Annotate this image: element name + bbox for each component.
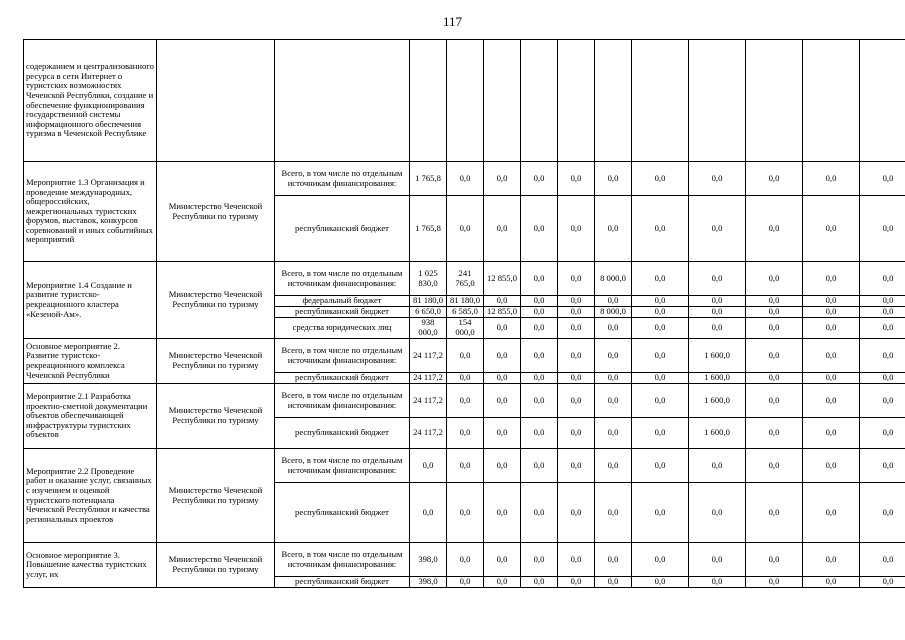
amount-cell: 938 000,0: [410, 318, 447, 339]
amount-cell: 0,0: [632, 543, 689, 577]
amount-cell: 0,0: [689, 318, 746, 339]
amount-cell: 0,0: [558, 543, 595, 577]
amount-cell: 0,0: [746, 262, 803, 296]
amount-cell: 0,0: [746, 196, 803, 262]
amount-cell: [746, 40, 803, 162]
table-row: [24, 262, 905, 296]
amount-cell: 0,0: [632, 384, 689, 418]
amount-cell: 8 000,0: [595, 307, 632, 318]
amount-cell: 0,0: [521, 449, 558, 483]
amount-cell: 81 180,0: [410, 296, 447, 307]
amount-cell: 0,0: [632, 339, 689, 373]
amount-cell: 0,0: [558, 483, 595, 543]
funding-source-cell: Всего, в том числе по отдельным источникам финансирования:: [275, 384, 410, 418]
amount-cell: 1 600,0: [689, 384, 746, 418]
executor-cell: Министерство Чеченской Республики по туризму: [157, 162, 275, 262]
measure-name-cell: Мероприятие 2.2 Проведение работ и оказание услуг, связанных с изучением и оценкой туристского потенциала Чеченской Республики и качества региональных проектов: [24, 449, 157, 543]
amount-cell: 0,0: [521, 262, 558, 296]
amount-cell: 0,0: [447, 543, 484, 577]
table-row: [24, 543, 905, 577]
measure-name-cell: содержанием и централизованного ресурса в сети Интернет о туристских возможностях Чеченской Республики, создание и обеспечение функционирования государственной системы информационного обеспечения туризма в Чеченской Республике: [24, 40, 157, 162]
amount-cell: [632, 40, 689, 162]
amount-cell: 0,0: [803, 262, 860, 296]
amount-cell: 0,0: [689, 577, 746, 588]
amount-cell: 0,0: [595, 196, 632, 262]
amount-cell: 0,0: [484, 449, 521, 483]
amount-cell: 0,0: [860, 196, 905, 262]
amount-cell: 8 000,0: [595, 262, 632, 296]
amount-cell: 0,0: [595, 162, 632, 196]
funding-source-cell: Всего, в том числе по отдельным источникам финансирования:: [275, 449, 410, 483]
amount-cell: 0,0: [595, 483, 632, 543]
table-row: [24, 449, 905, 483]
amount-cell: 0,0: [558, 196, 595, 262]
amount-cell: 0,0: [558, 373, 595, 384]
amount-cell: 0,0: [632, 449, 689, 483]
amount-cell: 0,0: [860, 318, 905, 339]
amount-cell: 0,0: [521, 384, 558, 418]
amount-cell: 12 855,0: [484, 307, 521, 318]
amount-cell: 1 600,0: [689, 373, 746, 384]
amount-cell: 0,0: [558, 449, 595, 483]
amount-cell: 0,0: [746, 307, 803, 318]
amount-cell: [447, 40, 484, 162]
amount-cell: 0,0: [558, 384, 595, 418]
funding-source-cell: Всего, в том числе по отдельным источникам финансирования:: [275, 543, 410, 577]
amount-cell: 0,0: [595, 296, 632, 307]
amount-cell: 1 025 830,0: [410, 262, 447, 296]
amount-cell: 0,0: [484, 196, 521, 262]
funding-source-cell: федеральный бюджет: [275, 296, 410, 307]
amount-cell: 0,0: [484, 543, 521, 577]
amount-cell: 0,0: [484, 318, 521, 339]
amount-cell: 0,0: [689, 483, 746, 543]
amount-cell: 0,0: [521, 577, 558, 588]
amount-cell: 6 585,0: [447, 307, 484, 318]
amount-cell: [689, 40, 746, 162]
amount-cell: 0,0: [484, 162, 521, 196]
amount-cell: 0,0: [484, 418, 521, 449]
funding-source-cell: республиканский бюджет: [275, 373, 410, 384]
amount-cell: 0,0: [558, 418, 595, 449]
executor-cell: Министерство Чеченской Республики по туризму: [157, 262, 275, 339]
table-row: [24, 40, 905, 162]
executor-cell: Министерство Чеченской Республики по туризму: [157, 384, 275, 449]
amount-cell: 0,0: [689, 162, 746, 196]
amount-cell: [484, 40, 521, 162]
amount-cell: 0,0: [860, 543, 905, 577]
amount-cell: [803, 40, 860, 162]
amount-cell: 0,0: [595, 339, 632, 373]
amount-cell: 0,0: [746, 577, 803, 588]
amount-cell: 0,0: [803, 162, 860, 196]
amount-cell: 0,0: [632, 296, 689, 307]
amount-cell: 0,0: [447, 384, 484, 418]
amount-cell: [860, 40, 905, 162]
amount-cell: 0,0: [447, 483, 484, 543]
amount-cell: 12 855,0: [484, 262, 521, 296]
amount-cell: 0,0: [447, 418, 484, 449]
amount-cell: 1 600,0: [689, 339, 746, 373]
amount-cell: 0,0: [689, 262, 746, 296]
amount-cell: 0,0: [521, 373, 558, 384]
amount-cell: 0,0: [746, 418, 803, 449]
amount-cell: 0,0: [521, 162, 558, 196]
amount-cell: 0,0: [447, 196, 484, 262]
funding-source-cell: республиканский бюджет: [275, 196, 410, 262]
amount-cell: 0,0: [860, 262, 905, 296]
amount-cell: 0,0: [860, 577, 905, 588]
amount-cell: 0,0: [803, 418, 860, 449]
page-number: 117: [442, 14, 463, 29]
amount-cell: 0,0: [595, 418, 632, 449]
amount-cell: 398,0: [410, 577, 447, 588]
amount-cell: 0,0: [632, 262, 689, 296]
measure-name-cell: Основное мероприятие 2. Развитие туристско-рекреационного комплекса Чеченской Республики: [24, 339, 157, 384]
amount-cell: 0,0: [803, 577, 860, 588]
amount-cell: 0,0: [860, 307, 905, 318]
amount-cell: 0,0: [803, 307, 860, 318]
amount-cell: 1 765,8: [410, 196, 447, 262]
executor-cell: Министерство Чеченской Республики по туризму: [157, 339, 275, 384]
amount-cell: 0,0: [689, 196, 746, 262]
amount-cell: 0,0: [447, 339, 484, 373]
amount-cell: 0,0: [632, 196, 689, 262]
amount-cell: 0,0: [595, 543, 632, 577]
amount-cell: 0,0: [803, 373, 860, 384]
amount-cell: [595, 40, 632, 162]
amount-cell: 0,0: [558, 318, 595, 339]
amount-cell: 0,0: [860, 373, 905, 384]
amount-cell: 0,0: [746, 483, 803, 543]
amount-cell: 6 650,0: [410, 307, 447, 318]
amount-cell: 0,0: [689, 449, 746, 483]
amount-cell: 0,0: [803, 339, 860, 373]
amount-cell: 0,0: [595, 384, 632, 418]
amount-cell: 1 765,8: [410, 162, 447, 196]
funding-source-cell: средства юридических лиц: [275, 318, 410, 339]
table-row: [24, 162, 905, 196]
amount-cell: 241 765,0: [447, 262, 484, 296]
measure-name-cell: Мероприятие 1.3 Организация и проведение международных, общероссийских, межрегиональных туристских форумов, выставок, конкурсов соревнований и иных событийных мероприятий: [24, 162, 157, 262]
amount-cell: 0,0: [860, 418, 905, 449]
amount-cell: 0,0: [447, 373, 484, 384]
amount-cell: 0,0: [803, 483, 860, 543]
amount-cell: 0,0: [521, 196, 558, 262]
amount-cell: 0,0: [558, 307, 595, 318]
amount-cell: 0,0: [746, 384, 803, 418]
amount-cell: 0,0: [484, 296, 521, 307]
amount-cell: 0,0: [484, 339, 521, 373]
amount-cell: 0,0: [632, 307, 689, 318]
amount-cell: 0,0: [410, 483, 447, 543]
amount-cell: 0,0: [521, 318, 558, 339]
amount-cell: 0,0: [558, 339, 595, 373]
amount-cell: [521, 40, 558, 162]
executor-cell: Министерство Чеченской Республики по туризму: [157, 449, 275, 543]
amount-cell: 0,0: [558, 577, 595, 588]
amount-cell: 0,0: [689, 296, 746, 307]
amount-cell: 0,0: [803, 449, 860, 483]
amount-cell: 0,0: [484, 483, 521, 543]
amount-cell: 0,0: [746, 339, 803, 373]
measure-name-cell: Мероприятие 2.1 Разработка проектно-сметной документации объектов обеспечивающей инфраструктуры туристских объектов: [24, 384, 157, 449]
amount-cell: 0,0: [410, 449, 447, 483]
amount-cell: 0,0: [746, 318, 803, 339]
amount-cell: 24 117,2: [410, 373, 447, 384]
amount-cell: 0,0: [632, 162, 689, 196]
funding-source-cell: [275, 40, 410, 162]
amount-cell: 0,0: [595, 577, 632, 588]
amount-cell: 0,0: [746, 296, 803, 307]
amount-cell: 0,0: [746, 373, 803, 384]
amount-cell: 0,0: [484, 384, 521, 418]
amount-cell: 0,0: [632, 318, 689, 339]
funding-source-cell: республиканский бюджет: [275, 307, 410, 318]
measure-name-cell: Мероприятие 1.4 Создание и развитие туристско-рекреационного кластера «Кезеной-Ам».: [24, 262, 157, 339]
amount-cell: 0,0: [689, 307, 746, 318]
amount-cell: 0,0: [595, 373, 632, 384]
amount-cell: 0,0: [558, 162, 595, 196]
amount-cell: 0,0: [860, 296, 905, 307]
amount-cell: 0,0: [746, 449, 803, 483]
amount-cell: 0,0: [632, 373, 689, 384]
amount-cell: 0,0: [860, 449, 905, 483]
amount-cell: 0,0: [558, 296, 595, 307]
amount-cell: 0,0: [447, 162, 484, 196]
amount-cell: 398,0: [410, 543, 447, 577]
funding-source-cell: Всего, в том числе по отдельным источникам финансирования:: [275, 162, 410, 196]
amount-cell: [558, 40, 595, 162]
executor-cell: Министерство Чеченской Республики по туризму: [157, 543, 275, 588]
amount-cell: 0,0: [746, 543, 803, 577]
amount-cell: 0,0: [860, 483, 905, 543]
budget-table: [23, 39, 905, 588]
table-row: [24, 384, 905, 418]
amount-cell: 24 117,2: [410, 384, 447, 418]
amount-cell: 1 600,0: [689, 418, 746, 449]
amount-cell: 0,0: [595, 318, 632, 339]
amount-cell: 0,0: [521, 339, 558, 373]
amount-cell: 0,0: [803, 196, 860, 262]
funding-source-cell: республиканский бюджет: [275, 418, 410, 449]
amount-cell: 0,0: [447, 577, 484, 588]
amount-cell: [410, 40, 447, 162]
amount-cell: 154 000,0: [447, 318, 484, 339]
amount-cell: 0,0: [860, 162, 905, 196]
amount-cell: 0,0: [632, 418, 689, 449]
amount-cell: 0,0: [521, 296, 558, 307]
amount-cell: 0,0: [689, 543, 746, 577]
amount-cell: 0,0: [803, 543, 860, 577]
amount-cell: 0,0: [521, 543, 558, 577]
amount-cell: 0,0: [860, 384, 905, 418]
amount-cell: 0,0: [484, 373, 521, 384]
executor-cell: [157, 40, 275, 162]
amount-cell: 0,0: [632, 483, 689, 543]
amount-cell: 0,0: [746, 162, 803, 196]
funding-source-cell: республиканский бюджет: [275, 483, 410, 543]
amount-cell: 0,0: [595, 449, 632, 483]
table-row: [24, 339, 905, 373]
amount-cell: 0,0: [632, 577, 689, 588]
funding-source-cell: Всего, в том числе по отдельным источникам финансирования:: [275, 339, 410, 373]
funding-source-cell: республиканский бюджет: [275, 577, 410, 588]
funding-source-cell: Всего, в том числе по отдельным источникам финансирования:: [275, 262, 410, 296]
amount-cell: 0,0: [803, 384, 860, 418]
amount-cell: 0,0: [803, 318, 860, 339]
amount-cell: 0,0: [521, 418, 558, 449]
amount-cell: 0,0: [521, 307, 558, 318]
amount-cell: 0,0: [447, 449, 484, 483]
amount-cell: 0,0: [860, 339, 905, 373]
amount-cell: 0,0: [558, 262, 595, 296]
measure-name-cell: Основное мероприятие 3. Повышение качества туристских услуг, их: [24, 543, 157, 588]
amount-cell: 24 117,2: [410, 418, 447, 449]
amount-cell: 0,0: [803, 296, 860, 307]
amount-cell: 24 117,2: [410, 339, 447, 373]
amount-cell: 0,0: [521, 483, 558, 543]
amount-cell: 0,0: [484, 577, 521, 588]
amount-cell: 81 180,0: [447, 296, 484, 307]
